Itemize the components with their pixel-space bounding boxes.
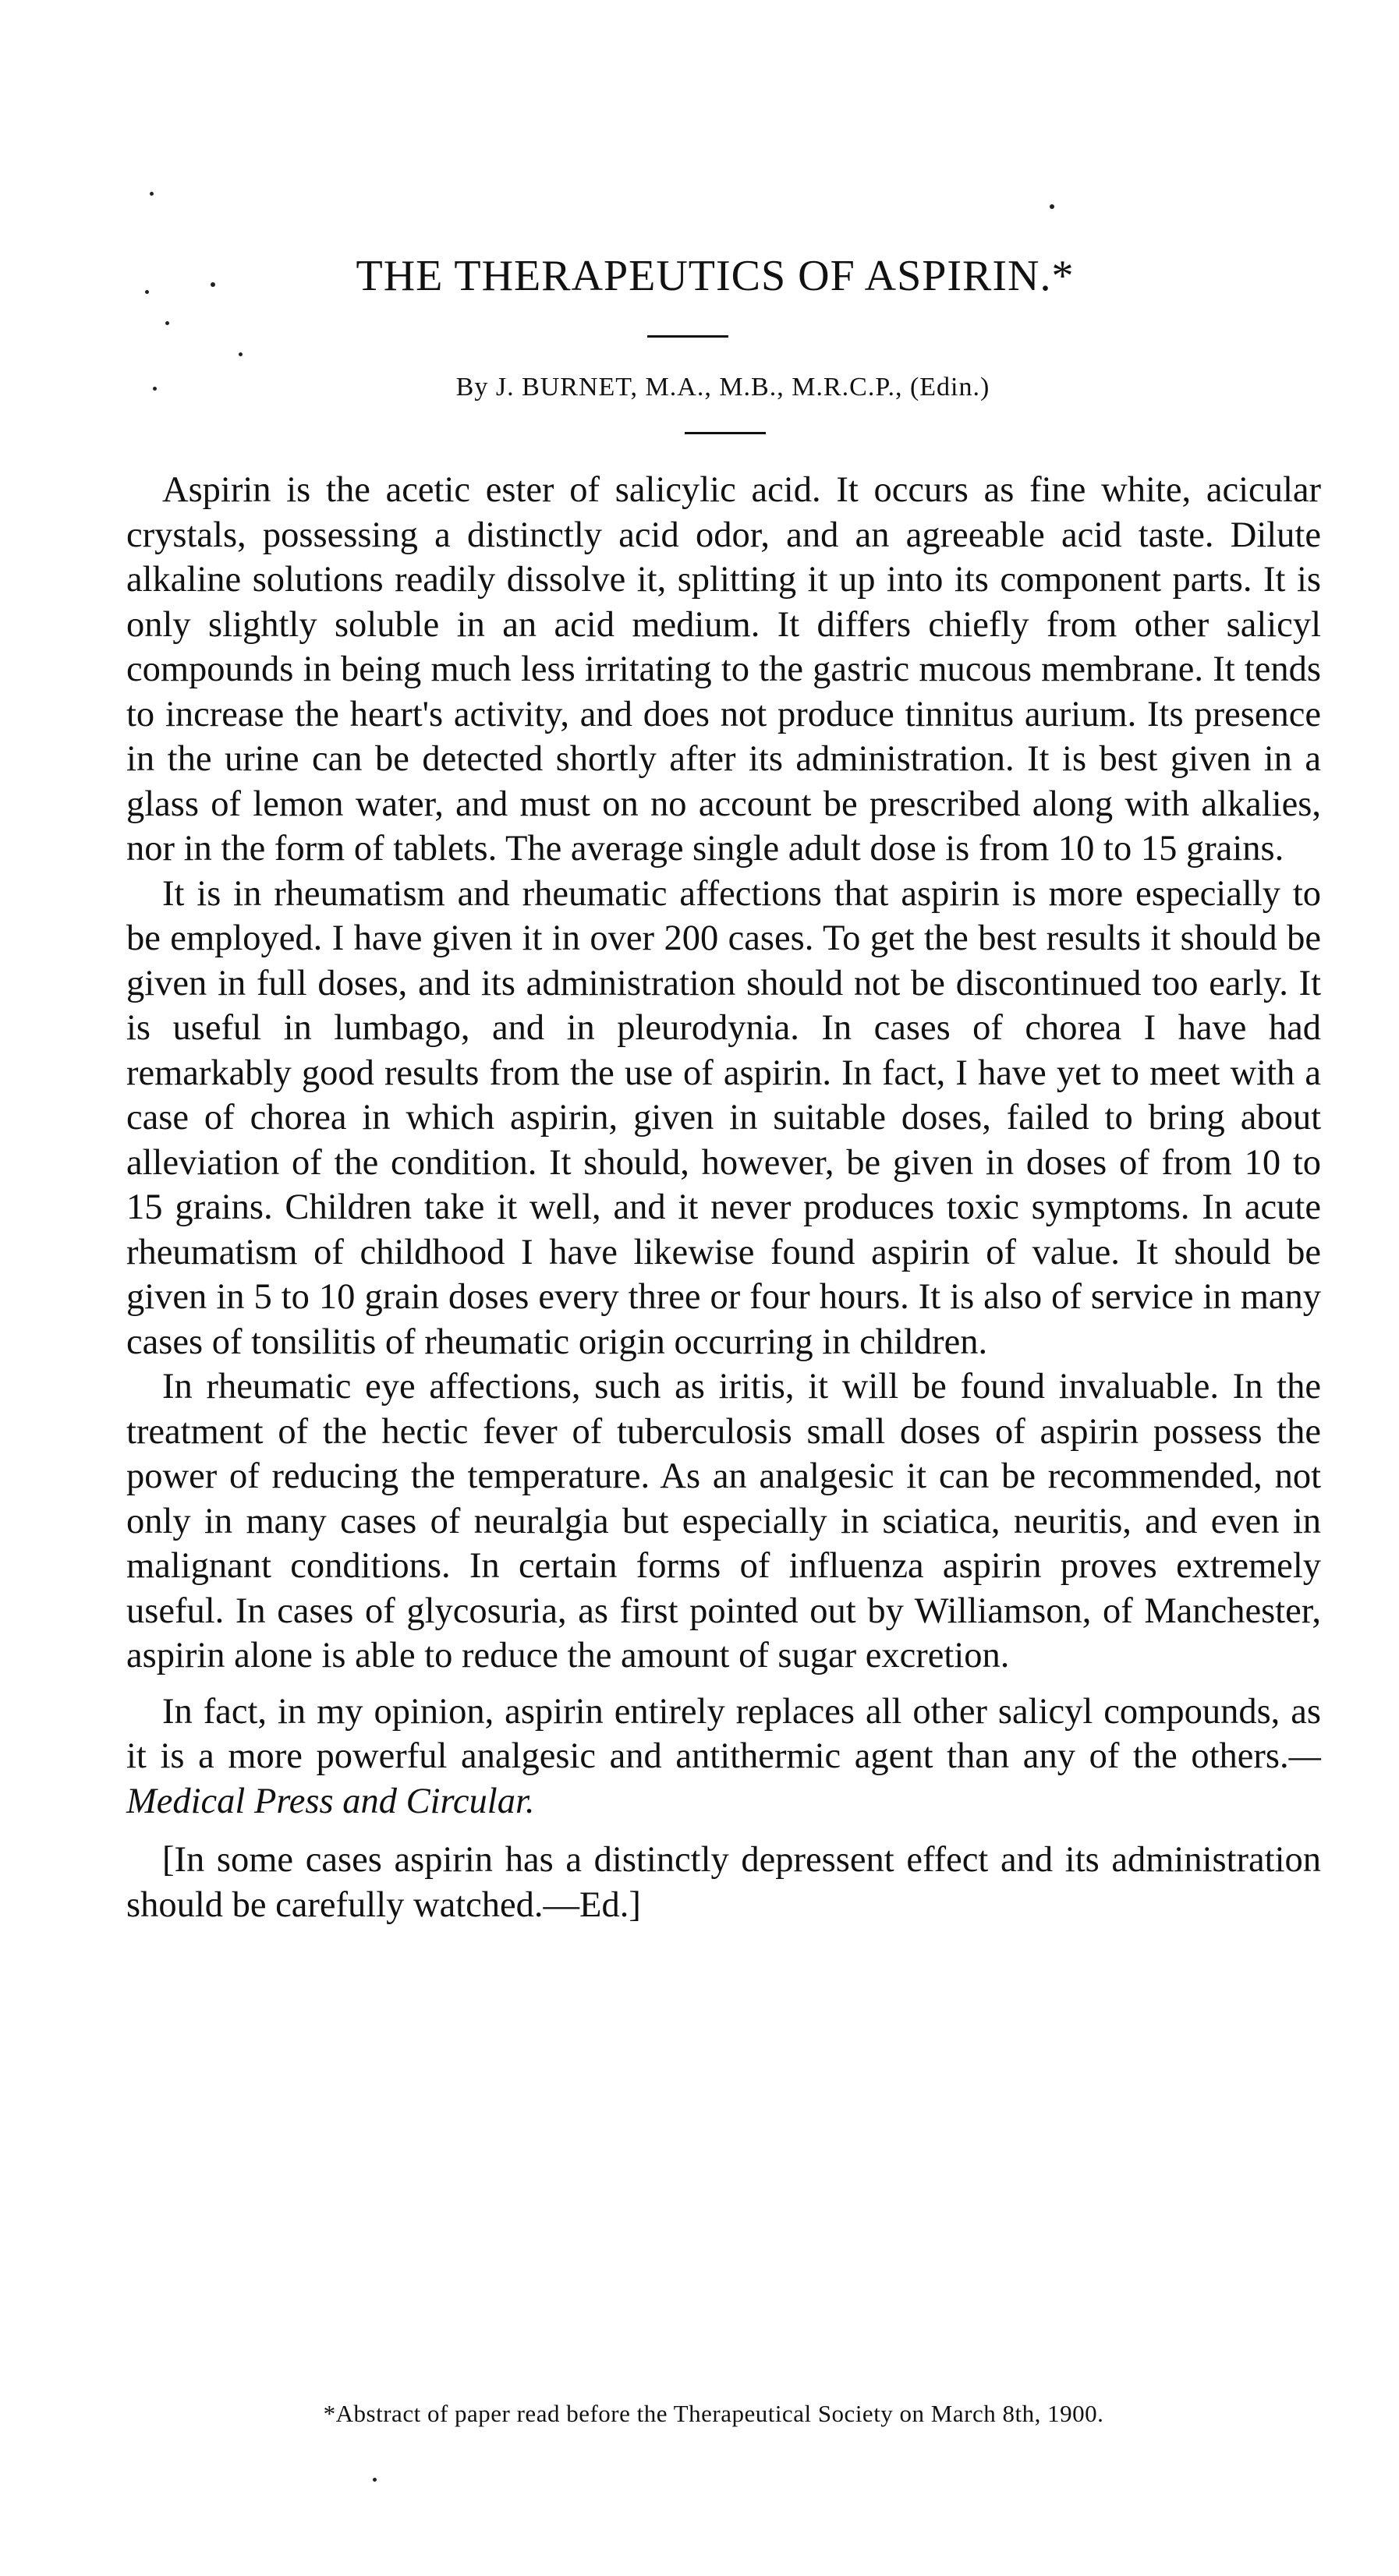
source-citation: —Medical Press and Circular. (126, 1736, 1321, 1821)
article-title: THE THERAPEUTICS OF ASPIRIN.* (356, 252, 1075, 300)
print-speck (373, 2478, 377, 2482)
conclusion-text: In fact, in my opinion, aspirin entirely replaces all other salicyl compounds, as it is a more powerful analgesic and antithermic agent than any of the others. (126, 1691, 1321, 1776)
paragraph-other-uses: In rheumatic eye affections, such as iritis, it will be found invaluable. In the treatment of the hectic fever of tuberculosis small doses of aspirin possess the power of reducing the temperature. As an analgesic it can be recommended, not only in many cases of neuralgia but especially in sciatica, neuritis, and even in malignant conditions. In certain forms of influenza aspirin proves extremely useful. In cases of glycosuria, as first pointed out by Williamson, of Manchester, aspirin alone is able to reduce the amount of sugar excretion. (126, 1367, 1321, 1675)
title-rule (647, 335, 728, 338)
footnote: *Abstract of paper read before the Therapeutical Society on March 8th, 1900. (323, 2400, 1104, 2427)
paragraph-rheumatism: It is in rheumatism and rheumatic affections that aspirin is more especially to be employed. I have given it in over 200 cases. To get the best results it should be given in full doses, and its administration should not be discontinued too early. It is useful in lumbago, and in pleurodynia. In cases of chorea I have had remarkably good results from the use of aspirin. In fact, I have yet to meet with a case of chorea in which aspirin, given in suitable doses, failed to bring about alleviation of the condition. It should, however, be given in doses of from 10 to 15 grains. Children take it well, and it never produces toxic symptoms. In acute rheumatism of childhood I have likewise found aspirin of value. It should be given in 5 to 10 grain doses every three or four hours. It is also of service in many cases of tonsilitis of rheumatic origin occurring in children. (126, 873, 1321, 1362)
print-speck (150, 192, 154, 196)
print-speck (239, 352, 243, 356)
paragraph-chemistry: Aspirin is the acetic ester of salicylic acid. It occurs as fine white, acicular crystals, possessing a distinctly acid odor, and an agreeable acid taste. Dilute alkaline solutions readily dissolve it, splitting it up into its component parts. It is only slightly soluble in an acid medium. It differs chiefly from other salicyl compounds in being much less irritating to the gastric mucous membrane. It tends to increase the heart's activity, and does not produce tinnitus aurium. Its presence in the urine can be detected shortly after its administration. It is best given in a glass of lemon water, and must on no account be prescribed along with alkalies, nor in the form of tablets. The average single adult dose is from 10 to 15 grains. (126, 470, 1321, 869)
print-speck (1050, 204, 1054, 209)
byline-rule (685, 432, 766, 434)
author-byline: By J. BURNET, M.A., M.B., M.R.C.P., (Edin.) (455, 373, 990, 402)
paragraph-conclusion (126, 1690, 1321, 1824)
print-speck (165, 321, 169, 325)
article-body (126, 468, 1321, 1927)
editor-note: [In some cases aspirin has a distinctly depressent effect and its administration should be carefully watched.—Ed.] (126, 1840, 1321, 1925)
